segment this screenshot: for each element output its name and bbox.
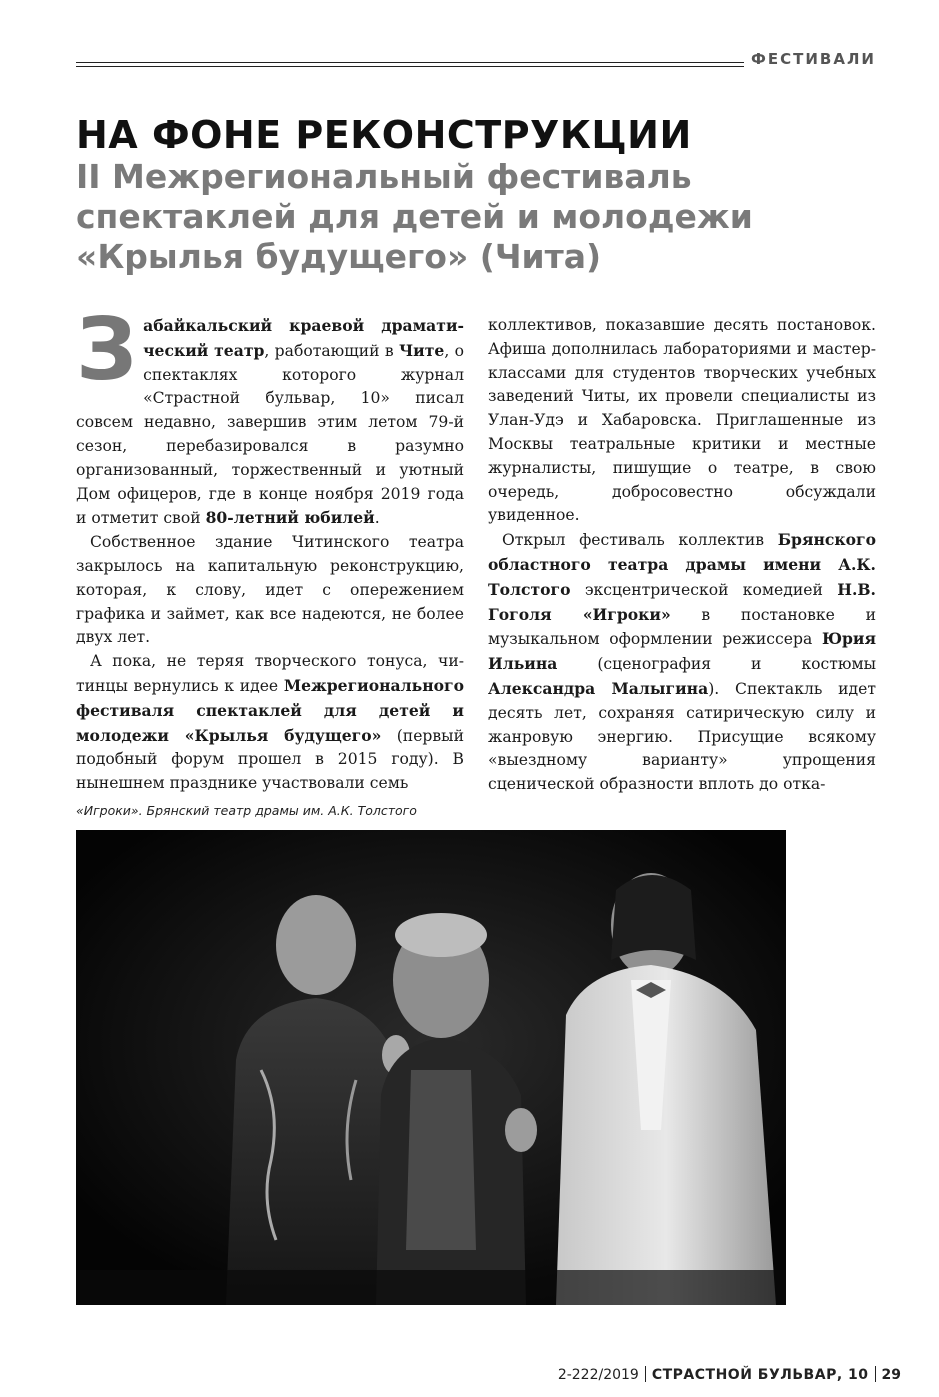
bold-run: Юрия Ильина — [488, 629, 876, 674]
page-number: 29 — [881, 1367, 901, 1383]
page-footer — [558, 1366, 901, 1383]
issue-number: 2-222/2019 — [557, 1367, 639, 1383]
article-title: НА ФОНЕ РЕКОНСТРУКЦИИ — [76, 113, 692, 157]
text-run: Открыл фестиваль коллектив — [502, 531, 778, 550]
article-column-right — [488, 314, 876, 797]
text-run: эксцентрической комедией — [570, 580, 838, 599]
article-subtitle: II Межрегиональный фестиваль спектаклей для детей и молодежи «Крылья будущего» (Чита) — [76, 157, 753, 276]
text-run: . — [374, 509, 380, 528]
text-run: , о спектаклях которого журнал «Страстной бульвар, 10» писал совсем недавно, завершив этим летом 79-й сезон, перебазировался в разумно организованный, торжественный и уютный Дом офицеров, где в конце ноября 2019 года и отметит свой — [76, 341, 464, 528]
paragraph — [76, 531, 464, 650]
paragraph — [76, 650, 464, 796]
magazine-name: СТРАСТНОЙ БУЛЬВАР, 10 — [651, 1367, 869, 1383]
article-column-left — [76, 300, 464, 796]
stage-photo — [76, 830, 786, 1305]
text-run: , работающий в — [264, 341, 399, 360]
paragraph — [76, 300, 464, 531]
paragraph — [488, 314, 876, 528]
bold-run: абайкальский краевой драматический театр — [143, 316, 464, 360]
drop-cap: З — [76, 300, 138, 400]
bold-run: Александра Малыгина — [488, 678, 709, 698]
text-run: ). Спектакль идет десять лет, сохраняя сатирическую силу и жанровую энергию. Присущие всякому «выездному варианту» упрощения сценической образности вплоть до отка- — [488, 679, 877, 794]
stage-photo-illustration — [76, 830, 786, 1305]
bold-run: Чите — [398, 340, 445, 360]
header-rule — [76, 62, 744, 67]
text-run: коллективов, показавшие десять постановок. Афиша дополнилась лабораториями и мастер-классами для студентов творческих учебных заведений Читы, их провели специалисты из Улан-Удэ и Хабаровска. Приглашенные из Москвы театральные критики и местные журналисты, пишущие о театре, в свою очередь, добросовестно обсуждали увиденное. — [488, 316, 876, 525]
text-run: А пока, не теряя творческого тонуса, читинцы вернулись к идее — [76, 652, 464, 695]
bold-run: Н.В. Гоголя «Игроки» — [488, 579, 876, 624]
section-label: ФЕСТИВАЛИ — [751, 50, 876, 68]
bold-run: Брянского областного театра драмы имени А.К. Толстого — [488, 530, 876, 599]
photo-caption: «Игроки». Брянский театр драмы им. А.К. Толстого — [76, 803, 417, 818]
bold-run: Межрегионального фестиваля спектаклей для детей и молодежи «Крылья будущего» — [76, 675, 464, 745]
text-run: (первый подобный форум прошел в 2015 году). В нынешнем празднике участвовали семь — [76, 726, 464, 793]
bold-run: 80-летний юбилей — [205, 508, 375, 528]
text-run: Собственное здание Читинского театра закрылось на капитальную реконструкцию, которая, к слову, идет с опережением графика и займет, как все надеются, не более двух лет. — [76, 533, 464, 647]
text-run: в постановке и музыкальном оформлении режиссера — [488, 605, 876, 649]
text-run: (сценография и костюмы — [557, 655, 876, 674]
paragraph — [488, 528, 876, 797]
